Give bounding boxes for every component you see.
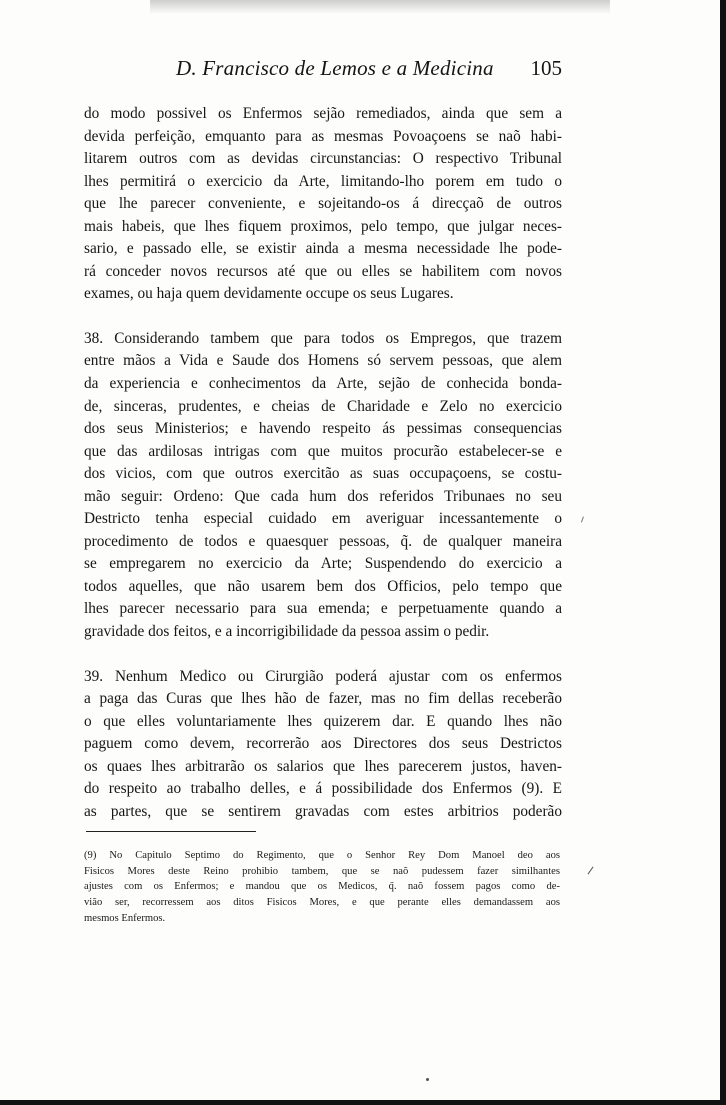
text-line: de, sinceras, prudentes, e cheias de Charidade e Zelo no exercicio [84,397,562,415]
footnote-line: ajustes com os Enfermos; e mandou que os Medicos, q̃. naõ fossem pagos como de- [84,881,560,893]
text-line: rá conceder novos recursos até que ou elles se habilitem com novos [84,262,562,280]
text-line: que lhe parecer conveniente, e sojeitando-os á direcçaõ de outros [84,195,562,213]
text-line: exames, ou haja quem devidamente occupe os seus Lugares. [84,285,454,303]
text-line: que das ardilosas intrigas com que muitos procurão estabelecer-se e [84,442,562,460]
text-line: a paga das Curas que lhes hão de fazer, mas no fim dellas receberão [84,690,562,708]
paragraph-39-start: 39. Nenhum Medico ou Cirurgião poderá ajustar com os enfermos [84,667,562,685]
text-line: paguem como devem, recorrerão aos Directores dos seus Destrictos [84,735,562,753]
text-line: procedimento de todos e quaesquer pessoas, q̃. de qualquer maneira [84,532,562,550]
footnote-divider [86,831,256,832]
footnote-line: Fisicos Mores deste Reino prohibio tambem, que se naõ pudessem fazer similhantes [84,865,560,877]
scan-speck [588,867,594,875]
text-line: lhes parecer necessario para sua emenda; e perpetuamente quando a [84,600,562,618]
paragraph-gap [84,644,562,666]
text-line: o que elles voluntariamente lhes quizerem dar. E quando lhes não [84,712,562,730]
text-line: do respeito ao trabalho delles, e á possibilidade dos Enfermos (9). E [84,780,562,798]
footnote-line: mesmos Enfermos. [84,912,166,924]
text-line: sario, e passado elle, se existir ainda a mesma necessidade lhe pode- [84,240,562,258]
text-line: os quaes lhes arbitrarão os salarios que lhes parecerem justos, haven- [84,757,562,775]
paragraph-38-start: 38. Considerando tambem que para todos os Empregos, que trazem [84,329,562,347]
text-line: mão seguir: Ordeno: Que cada hum dos referidos Tribunaes no seu [84,487,562,505]
text-line: da experiencia e conhecimentos da Arte, sejão de conhecida bonda- [84,375,562,393]
running-title: D. Francisco de Lemos e a Medicina [176,56,494,80]
text-line: do modo possivel os Enfermos sejão remediados, ainda que sem a [84,105,562,122]
scan-speck [578,515,584,522]
text-line: entre mãos a Vida e Saude dos Homens só servem pessoas, que alem [84,352,562,370]
scan-speck [426,1078,429,1081]
text-line: dos vicios, com que outros exercitão as suas occupaçoens, se costu- [84,465,562,483]
text-line: devida perfeição, emquanto para as mesmas Povoaçoens se naõ habi- [84,127,562,145]
text-line: as partes, que se sentirem gravadas com estes arbitrios poderão [84,802,562,820]
text-line: mais habeis, que lhes fiquem proximos, pelo tempo, que julgar neces- [84,217,562,235]
text-line: se empregarem no exercicio da Arte; Suspendendo do exercicio a [84,555,562,573]
text-line: Destricto tenha especial cuidado em averiguar incessantemente o [84,510,562,528]
text-line: lhes permitirá o exercicio da Arte, limitando-lho porem em tudo o [84,172,562,190]
scan-shadow [150,0,610,14]
text-line: dos seus Ministerios; e havendo respeito ás pessimas consequencias [84,420,562,438]
footnote-line: (9) No Capitulo Septimo do Regimento, que o Senhor Rey Dom Manoel deo aos [84,850,560,861]
page-header [84,56,562,86]
text-line: todos aquelles, que não usarem bem dos Officios, pelo tempo que [84,577,562,595]
body-text [84,103,562,823]
page-number: 105 [530,56,562,80]
footnote [84,848,560,926]
text-line: litarem outros com as devidas circunstancias: O respectivo Tribunal [84,150,562,168]
footnote-line: vião ser, recorressem aos ditos Fisicos Mores, e que perante elles demandassem aos [84,897,560,909]
text-line: gravidade dos feitos, e a incorrigibilidade da pessoa assim o pedir. [84,623,490,641]
paragraph-gap [84,306,562,328]
